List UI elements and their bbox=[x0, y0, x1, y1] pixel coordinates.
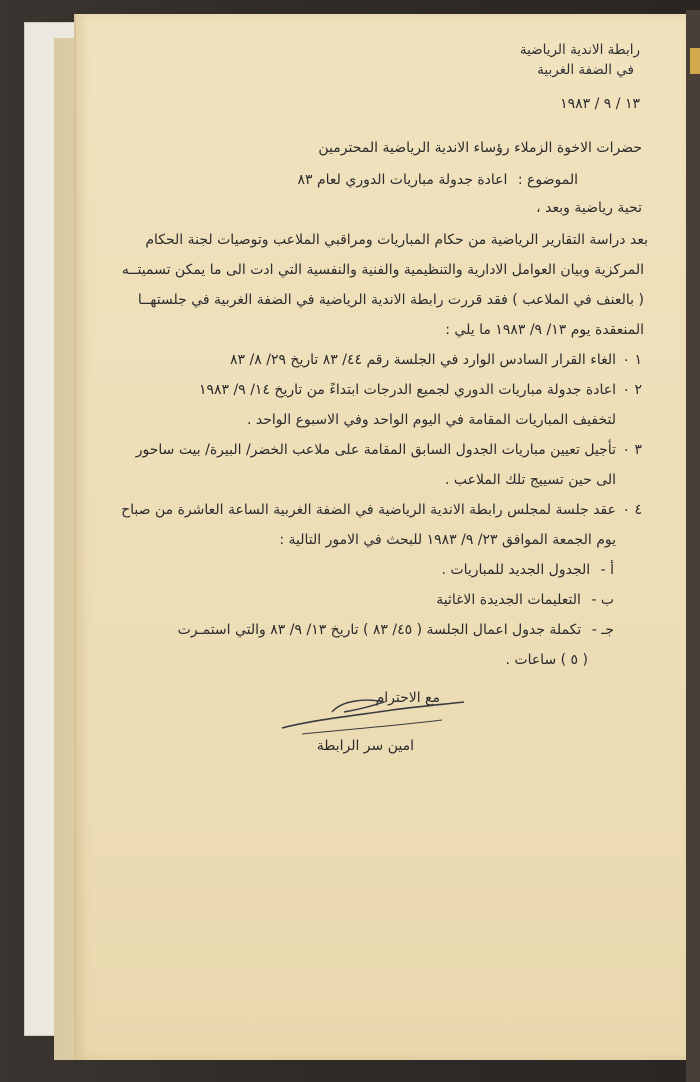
decision-2-text: اعادة جدولة مباريات الدوري لجميع الدرجات ابتداءً من تاريخ ١٤/ ٩/ ١٩٨٣ bbox=[198, 382, 616, 398]
agenda-item-c-cont: ( ٥ ) ساعات . bbox=[505, 652, 588, 668]
decision-3-text-cont: الى حين تسييج تلك الملاعب . bbox=[445, 472, 616, 488]
agenda-item-c bbox=[178, 622, 614, 638]
decision-2-number: ٢ ٠ bbox=[622, 382, 642, 398]
letterhead-line-2: في الضفة الغربية bbox=[537, 62, 634, 78]
decision-4-text-cont: يوم الجمعة الموافق ٢٣/ ٩/ ١٩٨٣ للبحث في الامور التالية : bbox=[279, 532, 616, 548]
agenda-item-b bbox=[436, 592, 614, 608]
intro-line: ( بالعنف في الملاعب ) فقد قررت رابطة الاندية الرياضية في الضفة الغربية في جلستهــا bbox=[137, 292, 644, 308]
decision-2-text-cont: لتخفيف المباريات المقامة في اليوم الواحد وفي الاسبوع الواحد . bbox=[246, 412, 616, 428]
subject-label: الموضوع : bbox=[517, 172, 578, 188]
closing: مع الاحترام bbox=[375, 690, 440, 706]
binder-edge bbox=[686, 10, 700, 1082]
intro-line: بعد دراسة التقارير الرياضية من حكام المباريات ومراقبي الملاعب وتوصيات لجنة الحكام bbox=[145, 232, 648, 248]
addressee: حضرات الاخوة الزملاء رؤساء الاندية الرياضية المحترمين bbox=[318, 140, 642, 156]
intro-line: المنعقدة يوم ١٣/ ٩/ ١٩٨٣ ما يلي : bbox=[445, 322, 644, 338]
letter-date: ١٣ / ٩ / ١٩٨٣ bbox=[560, 96, 640, 112]
decision-3-number: ٣ ٠ bbox=[622, 442, 642, 458]
agenda-text: التعليمات الجديدة الاغاثية bbox=[436, 592, 581, 608]
agenda-text: تكملة جدول اعمال الجلسة ( ٤٥/ ٨٣ ) تاريخ ١٣/ ٩/ ٨٣ والتي استمـرت bbox=[177, 622, 582, 638]
subject-line bbox=[297, 172, 578, 188]
agenda-letter: ب - bbox=[591, 592, 614, 608]
greeting: تحية رياضية وبعد ، bbox=[536, 200, 642, 216]
signature bbox=[272, 690, 472, 740]
decision-1-text: الغاء القرار السادس الوارد في الجلسة رقم ٤٤/ ٨٣ تاريخ ٢٩/ ٨/ ٨٣ bbox=[230, 352, 616, 368]
agenda-letter: أ - bbox=[600, 562, 614, 578]
signature-title: امين سر الرابطة bbox=[316, 738, 414, 754]
decision-4-text: عقد جلسة لمجلس رابطة الاندية الرياضية في الضفة الغربية الساعة العاشرة من صباح bbox=[121, 502, 616, 518]
agenda-text: الجدول الجديد للمباريات . bbox=[441, 562, 591, 578]
letterhead-line-1: رابطة الاندية الرياضية bbox=[519, 42, 640, 58]
decision-4-number: ٤ ٠ bbox=[622, 502, 642, 518]
agenda-letter: جـ - bbox=[591, 622, 614, 638]
binder-tab bbox=[690, 48, 700, 74]
agenda-item-a bbox=[441, 562, 614, 578]
decision-1-number: ١ ٠ bbox=[622, 352, 642, 368]
intro-line: المركزية وبيان العوامل الادارية والتنظيمية والفنية والنفسية التي ادت الى ما يمكن تسميتــه bbox=[121, 262, 644, 278]
decision-3-text: تأجيل تعيين مباريات الجدول السابق المقامة على ملاعب الخضر/ البيرة/ بيت ساحور bbox=[135, 442, 616, 458]
subject-text: اعادة جدولة مباريات الدوري لعام ٨٣ bbox=[297, 172, 508, 188]
